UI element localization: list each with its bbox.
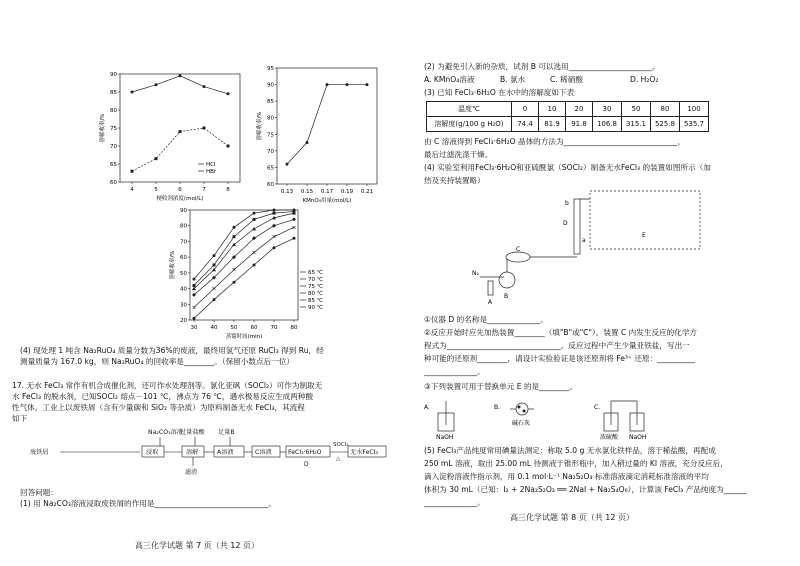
page-footer-right: 高三化学试题 第 8 页（共 12 页） bbox=[510, 513, 634, 522]
y-tick-label: 70 bbox=[180, 239, 187, 246]
data-point bbox=[131, 170, 134, 173]
y-tick-label: 95 bbox=[267, 66, 274, 72]
flow-start: 废铁屑 bbox=[30, 449, 49, 456]
x-tick-label: 0.15 bbox=[300, 189, 314, 195]
x-tick-label: 30 bbox=[190, 325, 198, 331]
page-8 bbox=[400, 0, 800, 566]
table-cell: 20 bbox=[566, 102, 593, 117]
option-a-reagent: NaOH bbox=[436, 434, 454, 441]
table-cell: 80 bbox=[651, 102, 680, 117]
apparatus-diagram bbox=[470, 185, 730, 315]
table-cell: 81.9 bbox=[539, 117, 566, 132]
y-tick-label: 85 bbox=[267, 99, 274, 106]
data-point bbox=[193, 284, 196, 287]
y-tick-label: 20 bbox=[180, 318, 187, 324]
data-point bbox=[203, 127, 206, 130]
legend-label: 85 ℃ bbox=[308, 298, 323, 304]
q17-text-3: 性气体。工业上以废铁屑（含有少量碳和 SiO₂ 等杂质）为原料制备无水 FeCl₃，其流程 bbox=[12, 403, 305, 412]
option-c-reagent-2: NaOH bbox=[629, 434, 647, 441]
x-tick-label: 50 bbox=[230, 325, 238, 331]
table-cell: 50 bbox=[622, 102, 651, 117]
x-tick-label: 0.17 bbox=[320, 189, 334, 195]
process-flow-diagram bbox=[30, 424, 390, 486]
y-tick-label: 60 bbox=[110, 180, 117, 186]
q3-method-2: 最后过滤洗涤干燥。 bbox=[424, 150, 493, 159]
flow-socl2: SOCl₂ bbox=[333, 442, 349, 448]
q5-text-3: 滴入淀粉溶液作指示剂，用 0.1 mol·L⁻¹ Na₂S₂O₃ 标准溶液滴定消耗标准溶液的平均 bbox=[424, 472, 709, 481]
y-axis-label: 溶解收率/% bbox=[257, 111, 263, 141]
label-a: a bbox=[582, 237, 586, 244]
flow-step-leach: 浸取 bbox=[146, 449, 159, 456]
table-cell: 100 bbox=[680, 102, 709, 117]
data-point bbox=[193, 278, 196, 281]
data-point bbox=[233, 226, 236, 229]
data-point: × bbox=[251, 249, 257, 257]
y-axis-label: 溶解收率/% bbox=[100, 113, 106, 143]
option-b-label: B. bbox=[494, 404, 501, 411]
data-point: × bbox=[211, 285, 217, 293]
data-point: × bbox=[271, 233, 277, 241]
x-tick-label: 60 bbox=[250, 325, 258, 331]
label-b: b bbox=[565, 200, 569, 207]
data-point bbox=[227, 92, 230, 95]
q2-text: (2) 为避免引入新的杂质，试剂 B 可以选用______________________。 bbox=[424, 62, 660, 71]
s2-text-4: ______________。 bbox=[424, 367, 485, 376]
q2-option-d: D. H₂O₂ bbox=[630, 75, 659, 84]
y-tick-label: 80 bbox=[180, 223, 187, 230]
chart-kmno4-dosage bbox=[255, 62, 385, 212]
flow-reagent-na2co3: Na₂CO₃溶液 bbox=[148, 429, 183, 436]
label-n2: N₂ bbox=[472, 270, 479, 277]
data-point bbox=[233, 235, 236, 238]
y-tick-label: 30 bbox=[180, 302, 187, 309]
flow-solution-c: C溶液 bbox=[255, 449, 272, 456]
q17-text-4: 如下 bbox=[12, 414, 28, 423]
x-axis-label: 蒸馏时间(min) bbox=[225, 334, 263, 340]
q2-option-a: A. KMnO₄溶液 bbox=[424, 75, 475, 84]
x-tick-label: 8 bbox=[226, 187, 230, 193]
q3-method: 由 C 溶液得到 FeCl₃·6H₂O 晶体的方法为______________________________， bbox=[424, 137, 686, 146]
flow-heat: △ bbox=[336, 456, 341, 462]
replacement-options bbox=[424, 395, 754, 443]
data-point bbox=[366, 83, 369, 86]
y-tick-label: 75 bbox=[267, 132, 274, 139]
table-cell: 535.7 bbox=[680, 117, 709, 132]
chart-acid-concentration bbox=[98, 66, 248, 211]
q5-text-4: 体积为 30 mL（已知：I₂ + 2Na₂S₂O₃ ══ 2NaI + Na₂S₄O₆），计算该 FeCl₃ 产品纯度为______ bbox=[424, 485, 747, 494]
x-tick-label: 0.13 bbox=[280, 189, 294, 195]
table-cell: 525.8 bbox=[651, 117, 680, 132]
option-b-reagent: 碱石灰 bbox=[512, 420, 531, 427]
y-tick-label: 90 bbox=[267, 82, 274, 89]
x-tick-label: 40 bbox=[210, 325, 218, 331]
data-point bbox=[273, 212, 276, 215]
legend-label: HBr bbox=[206, 169, 217, 175]
q2-option-c: C. 稀硝酸 bbox=[550, 75, 583, 84]
series-line bbox=[194, 210, 297, 279]
flow-product: 无水FeCl₃ bbox=[350, 449, 378, 456]
data-point bbox=[253, 212, 256, 215]
x-tick-label: 6 bbox=[178, 187, 182, 193]
q4-text-2: 热及夹持装置略） bbox=[424, 176, 485, 185]
series-line bbox=[132, 76, 228, 94]
legend-label: 75 ℃ bbox=[308, 284, 323, 290]
legend-label: 65 ℃ bbox=[308, 270, 323, 276]
flow-reagent-hcl: 过量盐酸 bbox=[180, 429, 205, 436]
y-tick-label: 60 bbox=[267, 182, 274, 188]
label-d: D bbox=[563, 220, 568, 227]
x-tick-label: 70 bbox=[270, 325, 278, 331]
data-point bbox=[213, 254, 216, 257]
option-a-label: A. bbox=[424, 404, 430, 411]
series-line bbox=[194, 219, 297, 294]
data-point bbox=[326, 83, 329, 86]
table-header-solubility: 溶解度(g/100 g H₂O) bbox=[427, 117, 512, 132]
q3-text: (3) 已知 FeCl₃·6H₂O 在水中的溶解度如下表 bbox=[424, 88, 575, 97]
s3-text: ③下列装置可用于替换单元 E 的是________。 bbox=[424, 382, 578, 391]
data-point bbox=[273, 246, 276, 249]
data-point bbox=[273, 209, 276, 212]
q17-text-2: 水 FeCl₃ 的脱水剂，已知SOCl₂ 熔点－101 ℃，沸点为 76 ℃，遇水极易反应生成两种酸 bbox=[12, 392, 314, 401]
q4-text: (4) 现处理 1 吨含 Na₂RuO₄ 质量分数为36%的废液，最终用氢气还原 RuCl₃ 得到 Ru，经 bbox=[20, 346, 324, 355]
flow-label-d: D bbox=[304, 461, 309, 468]
data-point bbox=[179, 130, 182, 133]
y-tick-label: 85 bbox=[110, 90, 117, 96]
flow-crystal: FeCl₃·6H₂O bbox=[288, 449, 322, 456]
flow-solution-a: A溶液 bbox=[217, 449, 234, 456]
s2-text-2: 程式为______________________________。反应过程中产生少量亚铁盐，写出一 bbox=[424, 341, 690, 350]
q4-text: (4) 实验室利用FeCl₃·6H₂O和亚硫酰氯（SOCl₂）制备无水FeCl₃ 的装置如图所示（加 bbox=[424, 163, 711, 172]
table-cell: 10 bbox=[539, 102, 566, 117]
q5-text-5: ______________。 bbox=[424, 498, 485, 507]
q4-text-2: 测量质量为 167.0 kg，则 Na₂RuO₄ 的回收率是________。（保留小数点后一位） bbox=[20, 357, 294, 366]
table-cell: 30 bbox=[593, 102, 622, 117]
table-cell: 106.8 bbox=[593, 117, 622, 132]
answer-heading: 回答问题： bbox=[20, 488, 58, 497]
legend-label: 70 ℃ bbox=[308, 277, 323, 283]
flow-residue: 滤渣 bbox=[185, 469, 198, 476]
data-point bbox=[272, 224, 276, 228]
x-tick-label: 7 bbox=[202, 187, 206, 193]
series-line bbox=[194, 227, 294, 307]
y-tick-label: 70 bbox=[267, 148, 274, 155]
data-point bbox=[233, 281, 236, 284]
data-point: × bbox=[191, 304, 197, 312]
legend-label: 80 ℃ bbox=[308, 291, 323, 297]
x-tick-label: 80 bbox=[290, 325, 298, 331]
option-c-reagent-1: 浓硫酸 bbox=[600, 434, 619, 441]
data-point bbox=[293, 237, 296, 240]
table-cell: 91.8 bbox=[566, 117, 593, 132]
table-cell: 74.4 bbox=[512, 117, 539, 132]
q1-text: (1) 用 Na₂CO₃溶液浸取废铁屑的作用是______________________________。 bbox=[20, 499, 276, 508]
chart-distillation-time bbox=[168, 204, 326, 344]
data-point bbox=[346, 83, 349, 86]
x-tick-label: 0.19 bbox=[340, 189, 354, 195]
y-axis-label: 溶解收率/% bbox=[170, 250, 176, 280]
y-tick-label: 65 bbox=[110, 162, 117, 168]
table-row bbox=[427, 102, 709, 117]
y-tick-label: 65 bbox=[267, 165, 274, 172]
y-tick-label: 80 bbox=[267, 115, 274, 122]
data-point bbox=[155, 157, 158, 160]
option-c-label: C. bbox=[594, 404, 601, 411]
data-point bbox=[227, 145, 230, 148]
y-tick-label: 90 bbox=[180, 208, 187, 214]
q5-text: (5) FeCl₃产品纯度常用碘量法测定：称取 5.0 g 无水氯化铁样品，溶于稀盐酸，再配成 bbox=[424, 446, 716, 455]
flow-step-dissolve: 溶解 bbox=[186, 449, 199, 456]
data-point bbox=[286, 163, 289, 166]
s2-text-3: 种可能的还原剂________，请设计实验验证是该还原剂将 Fe³⁺ 还原：__________ bbox=[424, 354, 696, 363]
page-footer-left: 高三化学试题 第 7 页（共 12 页） bbox=[135, 541, 259, 550]
data-point bbox=[203, 85, 206, 88]
table-row bbox=[427, 117, 709, 132]
y-tick-label: 80 bbox=[110, 108, 117, 114]
data-point bbox=[253, 264, 256, 267]
y-tick-label: 50 bbox=[180, 270, 187, 277]
series-line bbox=[194, 238, 294, 318]
x-tick-label: 5 bbox=[154, 187, 158, 193]
series-line bbox=[287, 85, 367, 165]
data-point bbox=[252, 227, 256, 231]
data-point bbox=[306, 141, 309, 144]
y-tick-label: 70 bbox=[110, 144, 117, 150]
y-tick-label: 75 bbox=[110, 126, 117, 132]
solubility-table bbox=[426, 101, 709, 132]
table-cell: 315.1 bbox=[622, 117, 651, 132]
data-point bbox=[193, 317, 196, 320]
q17-text: 17. 无水 FeCl₃ 常作有机合成催化剂，还可作水处理剂等。氯化亚砜（SOCl₂）可作为制取无 bbox=[12, 381, 323, 390]
legend-label: 90 ℃ bbox=[308, 305, 323, 311]
data-point bbox=[155, 83, 158, 86]
table-cell: 0 bbox=[512, 102, 539, 117]
x-tick-label: 4 bbox=[130, 187, 134, 193]
s2-text: ②反应开始时应先加热装置________（填"B"或"C"）。装置 C 内发生反应的化学方 bbox=[424, 328, 698, 337]
table-header-temp: 温度℃ bbox=[427, 102, 512, 117]
data-point bbox=[253, 218, 256, 221]
data-point: × bbox=[231, 266, 237, 274]
legend-label: HCl bbox=[206, 162, 216, 168]
q2-option-b: B. 氯水 bbox=[500, 75, 526, 84]
data-point bbox=[131, 91, 134, 94]
data-point bbox=[213, 264, 216, 267]
y-tick-label: 40 bbox=[180, 286, 187, 293]
s1-text: ①仪器 D 的名称是______________。 bbox=[424, 315, 548, 324]
y-tick-label: 90 bbox=[110, 72, 117, 78]
x-axis-label: 梗收剂浓度(mol/L) bbox=[156, 196, 204, 202]
data-point bbox=[292, 217, 296, 221]
x-tick-label: 0.21 bbox=[360, 189, 374, 195]
data-point bbox=[213, 298, 216, 301]
q5-text-2: 250 mL 溶液，取出 25.00 mL 待测液于锥形瓶中，加入稍过量的 KI 溶液，充分反应后， bbox=[424, 459, 728, 468]
data-point: × bbox=[291, 224, 297, 232]
label-bottle-b: B bbox=[504, 293, 509, 300]
label-c: C bbox=[516, 246, 521, 253]
x-axis-label: KMnO₄用量(mol/L) bbox=[302, 198, 352, 204]
label-bottle-a: A bbox=[488, 299, 493, 306]
flow-reagent-b: 足量B bbox=[218, 429, 235, 436]
y-tick-label: 60 bbox=[180, 255, 187, 262]
label-e: E bbox=[642, 232, 646, 239]
data-point bbox=[179, 74, 182, 77]
